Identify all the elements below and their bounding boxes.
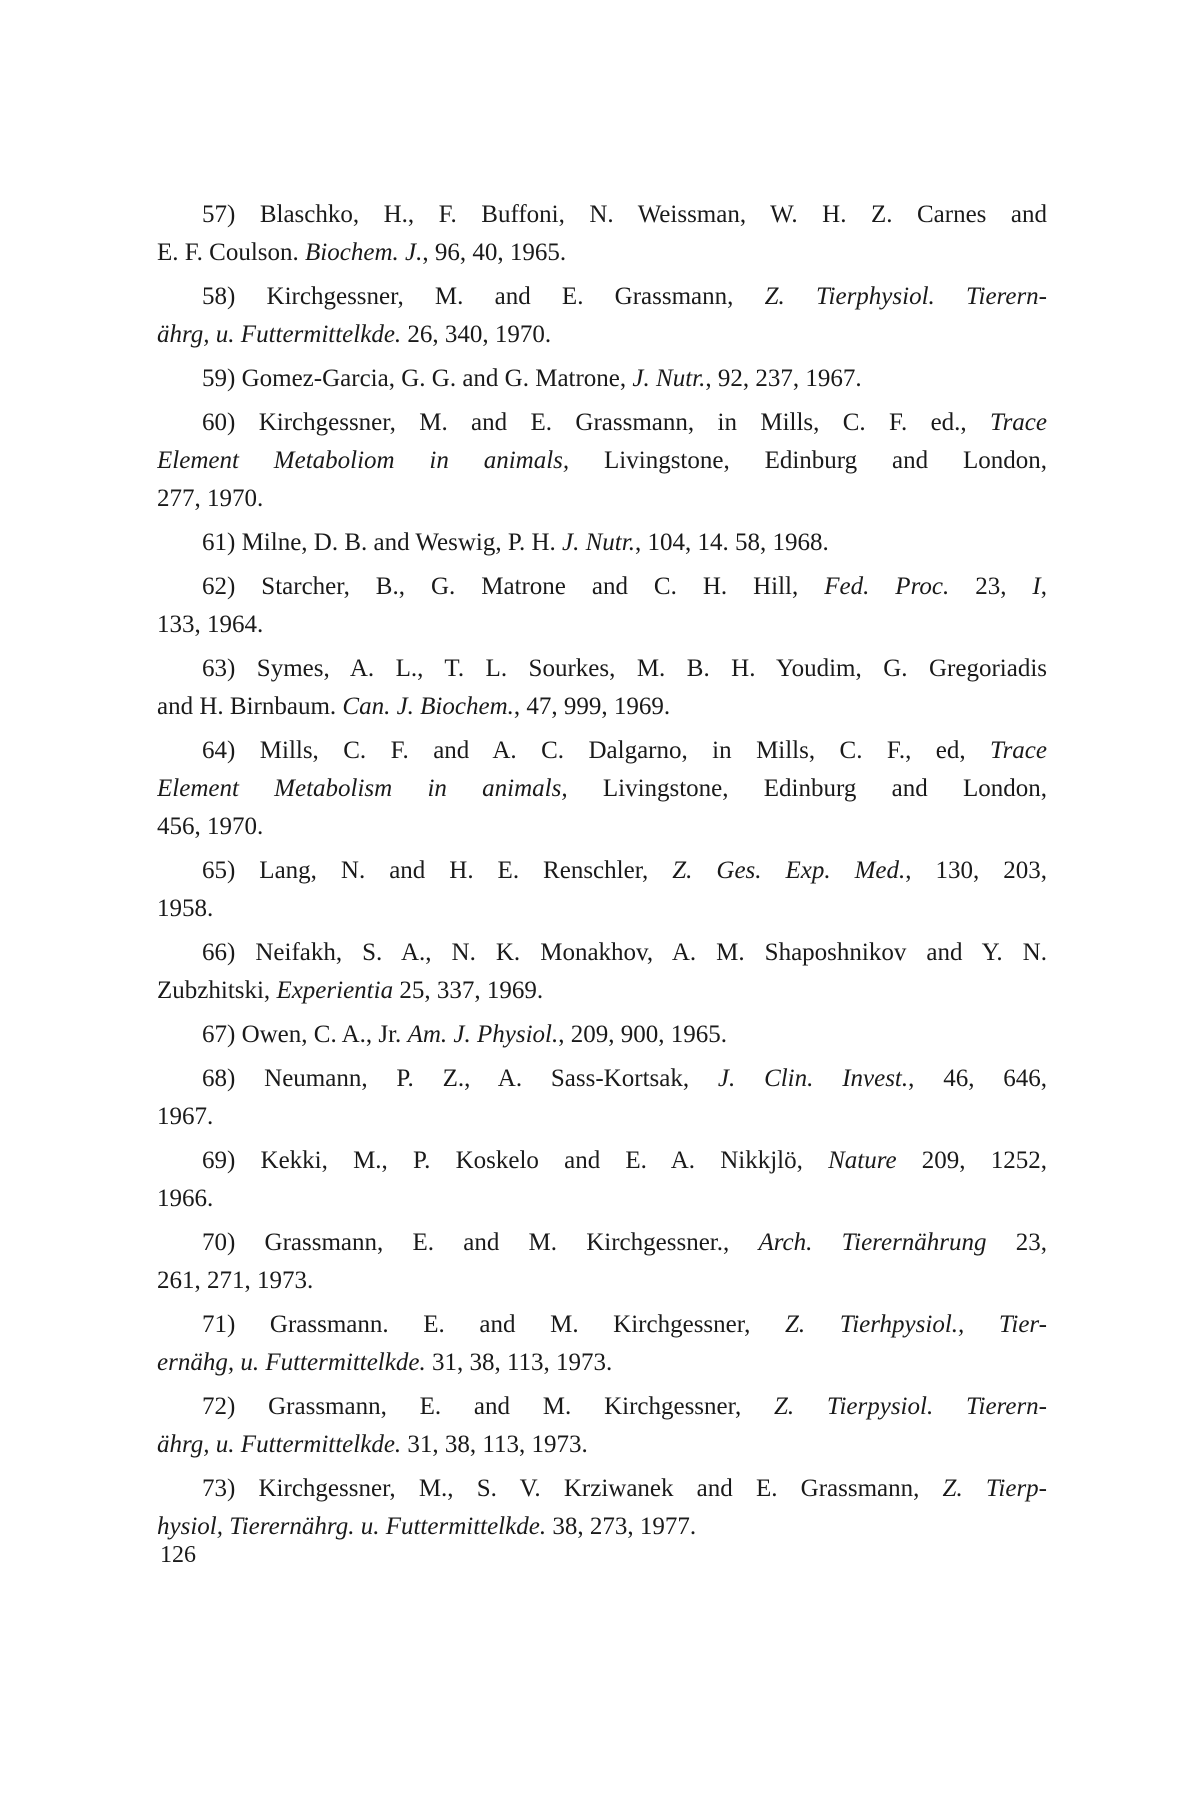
reference-text: 261, 271, 1973. — [157, 1267, 314, 1294]
reference-line — [157, 1508, 1047, 1546]
reference-line — [157, 480, 1047, 518]
reference-italic-text: Experientia — [276, 977, 394, 1004]
reference-text: Zubzhitski, — [157, 977, 277, 1004]
reference-line — [157, 770, 1047, 808]
reference-text: Livingstone, Edinburg and London, — [569, 447, 1047, 474]
reference-italic-text: Z. Tierpysiol. Tierern- — [774, 1393, 1047, 1420]
reference-text: 72) Grassmann, E. and M. Kirchgessner, — [202, 1393, 774, 1420]
reference-text: 68) Neumann, P. Z., A. Sass-Kortsak, — [202, 1065, 718, 1092]
reference-text: , 209, 900, 1965. — [558, 1021, 727, 1048]
reference-italic-text: Trace — [990, 737, 1047, 764]
reference-entry — [157, 1306, 1047, 1382]
reference-text: 1966. — [157, 1185, 214, 1212]
reference-entry — [157, 404, 1047, 518]
reference-italic-text: Arch. Tierernährung — [758, 1229, 987, 1256]
reference-entry — [157, 1224, 1047, 1300]
reference-text: 62) Starcher, B., G. Matrone and C. H. Hill, — [202, 573, 825, 600]
reference-line — [157, 934, 1047, 972]
reference-italic-text: Trace — [990, 409, 1047, 436]
reference-line — [157, 650, 1047, 688]
reference-text: 64) Mills, C. F. and A. C. Dalgarno, in Mills, C. F., ed, — [202, 737, 991, 764]
reference-list — [157, 196, 1047, 1552]
reference-entry — [157, 1060, 1047, 1136]
reference-italic-text: Fed. Proc. — [824, 573, 950, 600]
reference-entry — [157, 568, 1047, 644]
reference-italic-text: ernähg, u. Futtermittelkde. — [157, 1349, 426, 1376]
reference-text: 1967. — [157, 1103, 214, 1130]
reference-text: 23, — [986, 1229, 1047, 1256]
reference-line — [157, 568, 1047, 606]
reference-text: , 47, 999, 1969. — [513, 693, 671, 720]
reference-line — [157, 1262, 1047, 1300]
reference-line — [157, 196, 1047, 234]
reference-text: 25, 337, 1969. — [393, 977, 544, 1004]
reference-line — [157, 1344, 1047, 1382]
reference-entry — [157, 360, 1047, 398]
reference-italic-text: J. Clin. Invest. — [717, 1065, 909, 1092]
reference-text: 67) Owen, C. A., Jr. — [202, 1021, 408, 1048]
reference-text: 209, 1252, — [896, 1147, 1047, 1174]
reference-entry — [157, 196, 1047, 272]
reference-entry — [157, 732, 1047, 846]
reference-entry — [157, 1142, 1047, 1218]
reference-italic-text: Z. Tierp- — [942, 1475, 1047, 1502]
reference-entry — [157, 852, 1047, 928]
reference-line — [157, 1388, 1047, 1426]
reference-text: , 92, 237, 1967. — [705, 365, 862, 392]
reference-text: 277, 1970. — [157, 485, 264, 512]
reference-line — [157, 1142, 1047, 1180]
reference-italic-text: Biochem. J. — [305, 239, 423, 266]
reference-text: 38, 273, 1977. — [546, 1513, 697, 1540]
reference-entry — [157, 650, 1047, 726]
reference-line — [157, 890, 1047, 928]
reference-text: 63) Symes, A. L., T. L. Sourkes, M. B. H. Youdim, G. Gregoriadis — [202, 655, 1047, 682]
reference-line — [157, 1016, 1047, 1054]
reference-line — [157, 1470, 1047, 1508]
reference-line — [157, 1306, 1047, 1344]
reference-italic-text: hysiol, Tierernährg. u. Futtermittelkde. — [157, 1513, 547, 1540]
reference-text: 31, 38, 113, 1973. — [401, 1431, 588, 1458]
reference-text: 31, 38, 113, 1973. — [425, 1349, 613, 1376]
reference-text: 73) Kirchgessner, M., S. V. Krziwanek and E. Grassmann, — [202, 1475, 943, 1502]
reference-italic-text: Nature — [828, 1147, 897, 1174]
reference-line — [157, 1426, 1047, 1464]
reference-italic-text: Element Metaboliom in animals, — [157, 447, 570, 474]
reference-italic-text: J. Nutr. — [562, 529, 635, 556]
reference-text: 61) Milne, D. B. and Weswig, P. H. — [202, 529, 563, 556]
reference-italic-text: Z. Tierhpysiol., Tier- — [784, 1311, 1047, 1338]
reference-text: 59) Gomez-Garcia, G. G. and G. Matrone, — [202, 365, 633, 392]
reference-line — [157, 316, 1047, 354]
reference-line — [157, 972, 1047, 1010]
reference-entry — [157, 934, 1047, 1010]
reference-text: , 104, 14. 58, 1968. — [634, 529, 829, 556]
reference-text: , 96, 40, 1965. — [422, 239, 567, 266]
reference-text: , 130, 203, — [905, 857, 1047, 884]
reference-text: 70) Grassmann, E. and M. Kirchgessner., — [202, 1229, 759, 1256]
reference-text: 60) Kirchgessner, M. and E. Grassmann, in Mills, C. F. ed., — [202, 409, 991, 436]
reference-italic-text: Z. Tierphysiol. Tierern- — [764, 283, 1047, 310]
reference-text: Livingstone, Edinburg and London, — [567, 775, 1047, 802]
reference-text: 65) Lang, N. and H. E. Renschler, — [202, 857, 673, 884]
reference-entry — [157, 1470, 1047, 1546]
reference-line — [157, 606, 1047, 644]
reference-text: 58) Kirchgessner, M. and E. Grassmann, — [202, 283, 765, 310]
reference-text: 133, 1964. — [157, 611, 264, 638]
reference-text: 69) Kekki, M., P. Koskelo and E. A. Nikkjlö, — [202, 1147, 829, 1174]
reference-line — [157, 278, 1047, 316]
reference-italic-text: J. Nutr. — [632, 365, 706, 392]
reference-text: 23, — [949, 573, 1033, 600]
reference-line — [157, 732, 1047, 770]
reference-italic-text: Element Metabolism in animals, — [157, 775, 568, 802]
reference-text: 71) Grassmann. E. and M. Kirchgessner, — [202, 1311, 785, 1338]
reference-italic-text: I — [1032, 573, 1041, 600]
reference-italic-text: Z. Ges. Exp. Med. — [672, 857, 906, 884]
reference-text: , 46, 646, — [908, 1065, 1047, 1092]
reference-line — [157, 442, 1047, 480]
reference-text: 1958. — [157, 895, 214, 922]
reference-text: , — [1040, 573, 1047, 600]
reference-text: and H. Birnbaum. — [157, 693, 343, 720]
reference-italic-text: ährg, u. Futtermittelkde. — [157, 1431, 402, 1458]
reference-entry — [157, 1016, 1047, 1054]
reference-text: E. F. Coulson. — [157, 239, 306, 266]
reference-line — [157, 1224, 1047, 1262]
reference-line — [157, 524, 1047, 562]
reference-entry — [157, 278, 1047, 354]
reference-line — [157, 852, 1047, 890]
reference-line — [157, 688, 1047, 726]
reference-entry — [157, 524, 1047, 562]
reference-text: 57) Blaschko, H., F. Buffoni, N. Weissman, W. H. Z. Carnes and — [202, 201, 1047, 228]
reference-italic-text: Am. J. Physiol. — [407, 1021, 559, 1048]
reference-entry — [157, 1388, 1047, 1464]
reference-line — [157, 360, 1047, 398]
reference-line — [157, 808, 1047, 846]
reference-italic-text: Can. J. Biochem. — [342, 693, 514, 720]
reference-text: 26, 340, 1970. — [401, 321, 552, 348]
reference-line — [157, 1060, 1047, 1098]
reference-italic-text: ährg, u. Futtermittelkde. — [157, 321, 402, 348]
reference-line — [157, 404, 1047, 442]
reference-text: 66) Neifakh, S. A., N. K. Monakhov, A. M. Shaposhnikov and Y. N. — [202, 939, 1047, 966]
reference-line — [157, 1180, 1047, 1218]
reference-text: 456, 1970. — [157, 813, 264, 840]
reference-line — [157, 234, 1047, 272]
page-number: 126 — [160, 1542, 196, 1568]
reference-line — [157, 1098, 1047, 1136]
